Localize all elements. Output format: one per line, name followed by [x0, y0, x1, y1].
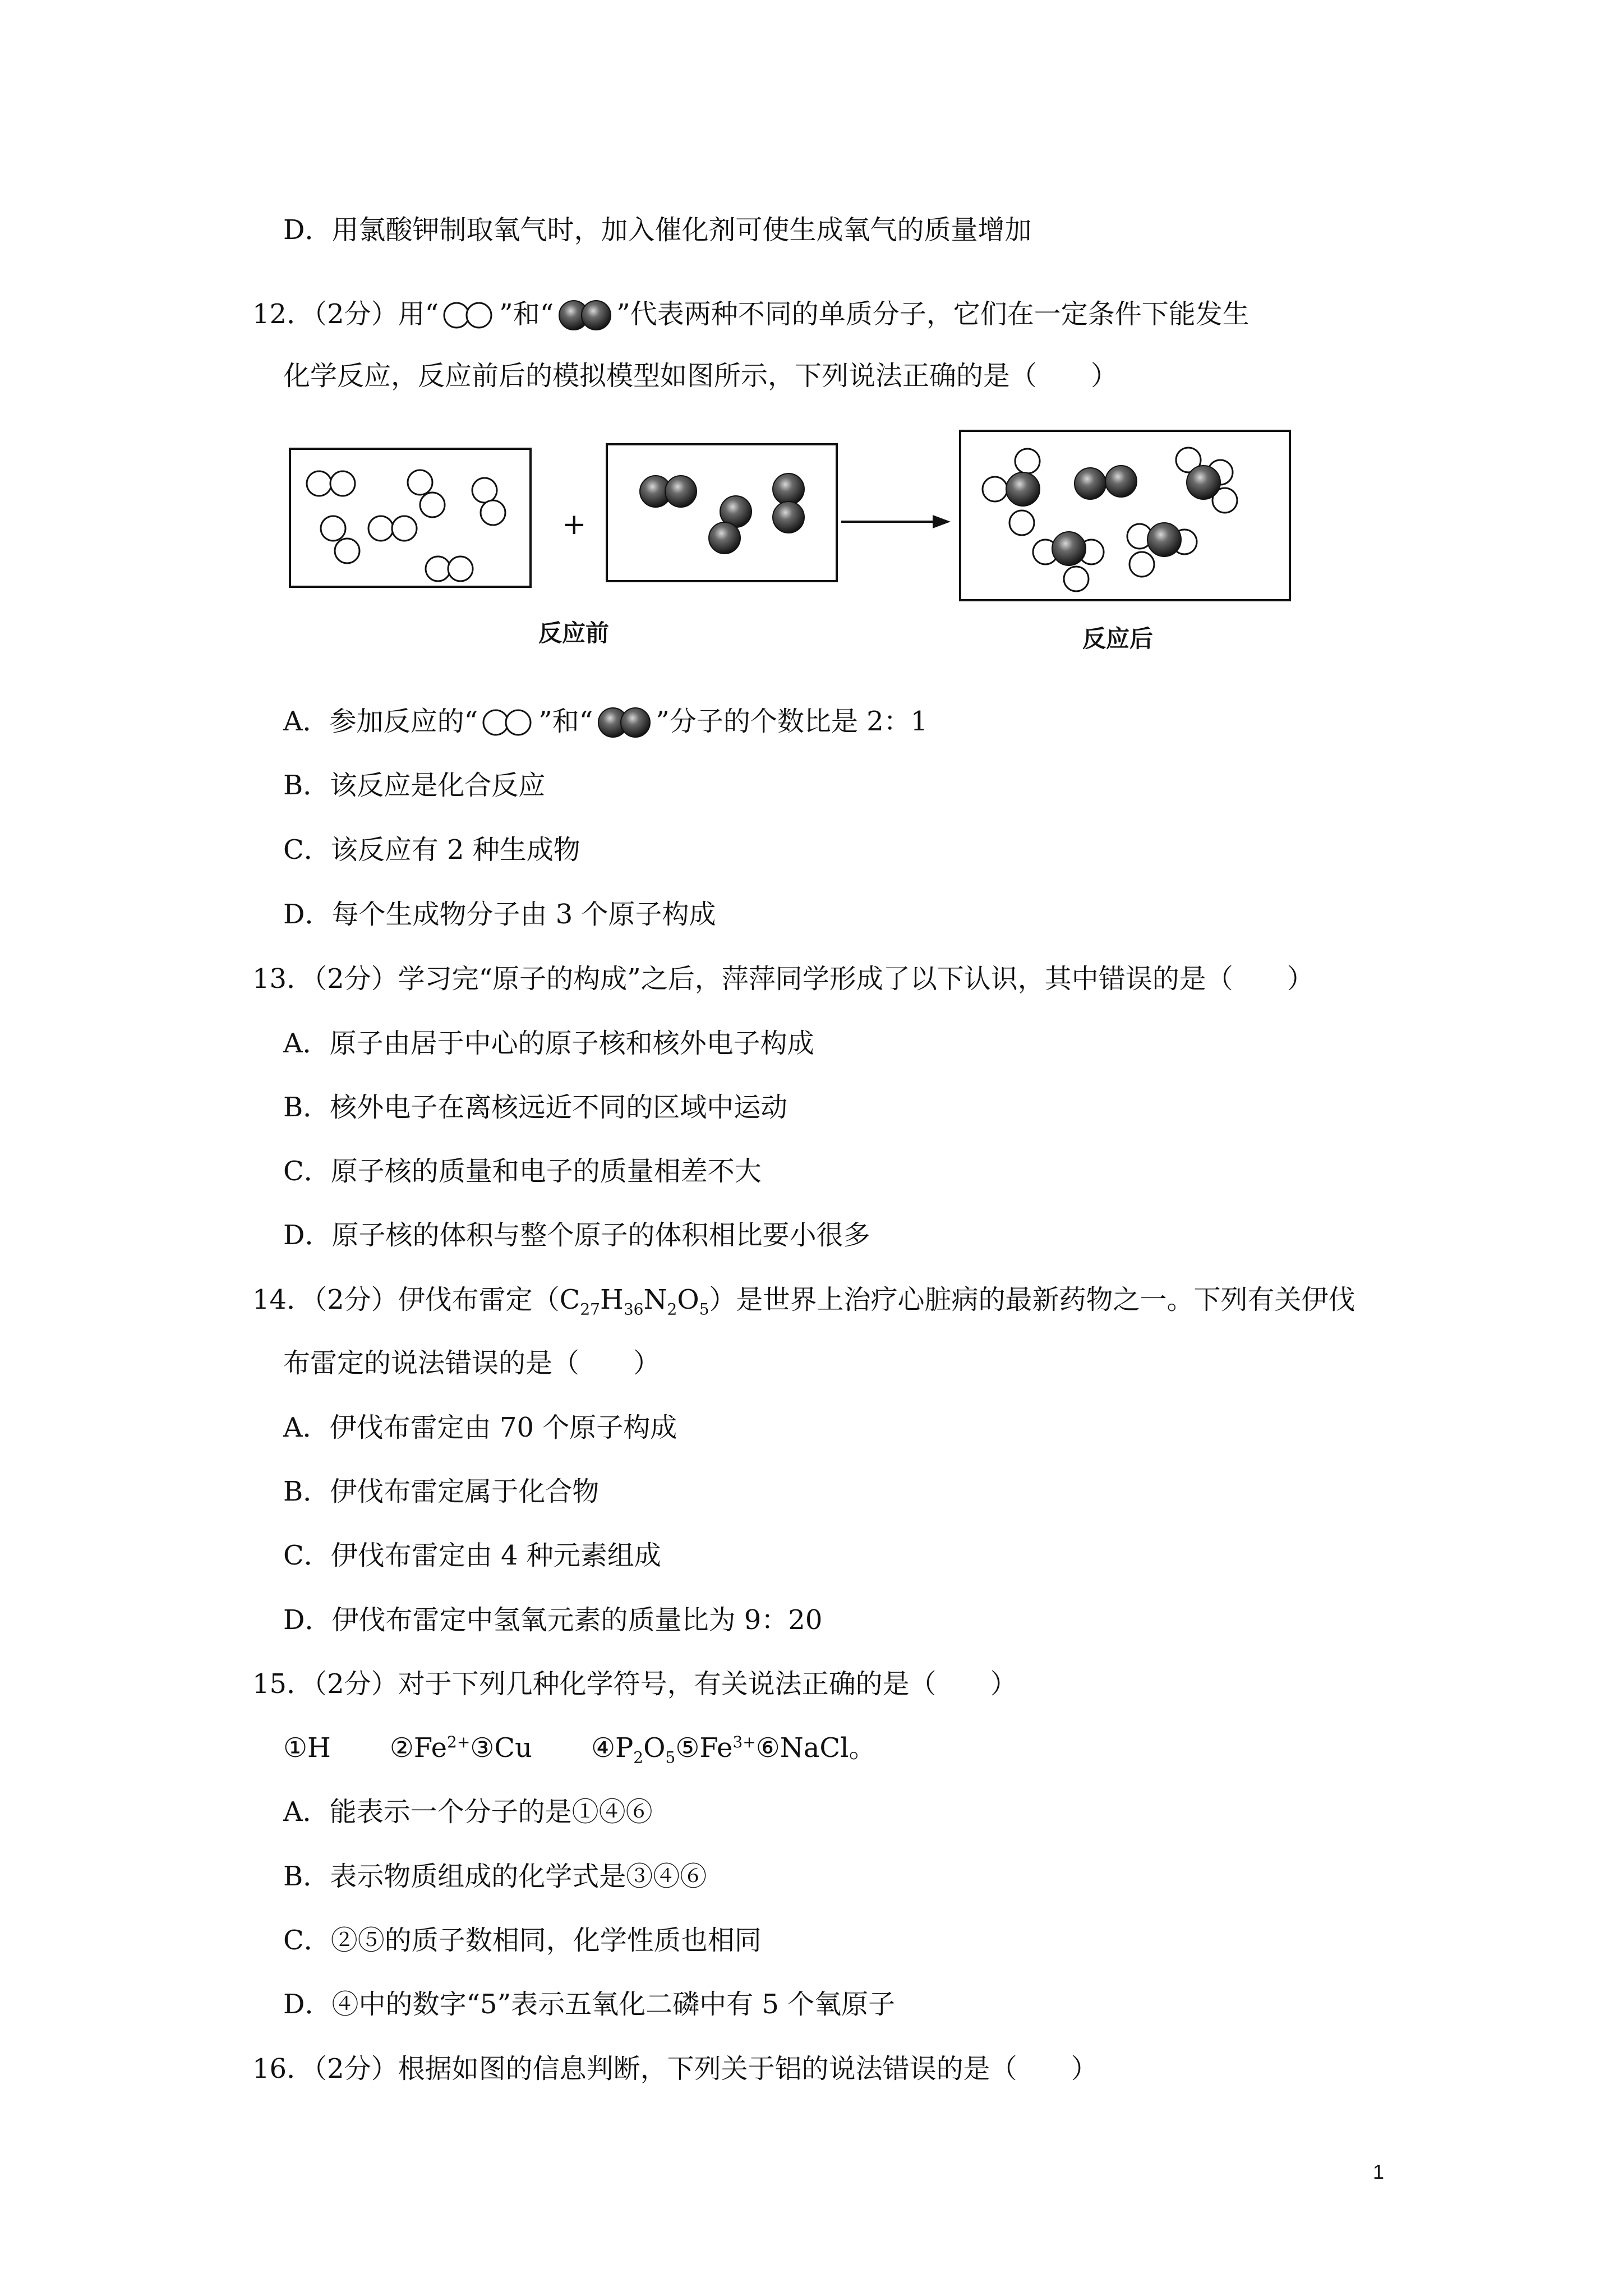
dark-molecule-icon — [593, 706, 656, 742]
q12-option-a-part2: ”和“ — [538, 706, 593, 737]
q16-stem: 16．（2分）根据如图的信息判断，下列关于铝的说法错误的是（ ） — [252, 2053, 1098, 2085]
q12-stem-line2: 化学反应，反应前后的模拟模型如图所示，下列说法正确的是（ ） — [283, 360, 1118, 392]
before-reaction-box-a — [289, 448, 532, 588]
q14-option-a: A．伊伐布雷定由 70 个原子构成 — [283, 1412, 677, 1443]
q15-option-d: D．④中的数字“5”表示五氧化二磷中有 5 个氧原子 — [283, 1989, 896, 2020]
caption-before-reaction: 反应前 — [538, 619, 610, 647]
dark-molecules-figure — [608, 445, 836, 580]
q15-option-b: B．表示物质组成的化学式是③④⑥ — [283, 1861, 707, 1892]
q12-stem-part3: ”代表两种不同的单质分子，它们在一定条件下能发生 — [616, 298, 1249, 330]
light-molecule-icon — [439, 300, 499, 333]
caption-after-reaction: 反应后 — [1082, 625, 1154, 652]
page-number: 1 — [1373, 2160, 1385, 2183]
q12-option-c: C．该反应有 2 种生成物 — [283, 834, 580, 866]
symbol-2: $②Fe^{2+}$ — [389, 1732, 471, 1764]
q13-stem: 13．（2分）学习完“原子的构成”之后，萍萍同学形成了以下认识，其中错误的是（ ） — [252, 963, 1314, 995]
symbol-1: ①H — [283, 1732, 331, 1764]
q14-stem-line2: 布雷定的说法错误的是（ ） — [283, 1347, 661, 1379]
q12-option-b: B．该反应是化合反应 — [283, 770, 546, 801]
q15-option-a: A．能表示一个分子的是①④⑥ — [283, 1796, 653, 1828]
q13-option-a: A．原子由居于中心的原子核和核外电子构成 — [283, 1028, 814, 1059]
q13-option-b: B．核外电子在离核远近不同的区域中运动 — [283, 1092, 788, 1123]
q14-stem-prefix: 14．（2分）伊伐布雷定（ — [252, 1284, 560, 1315]
q13-option-c: C．原子核的质量和电子的质量相差不大 — [283, 1156, 762, 1187]
q12-option-a-part1: A．参加反应的“ — [283, 706, 478, 737]
symbol-6: ⑥NaCl。 — [755, 1732, 876, 1764]
q14-option-b: B．伊伐布雷定属于化合物 — [283, 1476, 600, 1507]
q15-symbols — [283, 1731, 875, 1765]
dark-molecule-icon — [554, 298, 616, 334]
q14-option-c: C．伊伐布雷定由 4 种元素组成 — [283, 1540, 661, 1571]
q14-stem-suffix: ）是世界上治疗心脏病的最新药物之一。下列有关伊伐 — [709, 1284, 1355, 1315]
symbol-5: $⑤Fe^{3+}$ — [675, 1732, 756, 1764]
q14-option-d: D．伊伐布雷定中氢氧元素的质量比为 9：20 — [283, 1604, 823, 1636]
q12-stem-line1 — [252, 297, 1249, 331]
q11-option-d: D．用氯酸钾制取氧气时，加入催化剂可使生成氧气的质量增加 — [283, 214, 1032, 246]
q12-stem-part1: 12．（2分）用“ — [252, 298, 439, 330]
light-molecule-icon — [478, 707, 538, 740]
q14-stem-line1 — [252, 1283, 1355, 1317]
q14-formula: $C_{27}H_{36}N_2O_5$ — [559, 1284, 709, 1319]
plus-sign: + — [562, 508, 587, 541]
q12-option-d: D．每个生成物分子由 3 个原子构成 — [283, 899, 716, 930]
q12-stem-part2: ”和“ — [499, 298, 554, 330]
light-molecules-figure — [291, 450, 529, 586]
q15-option-c: C．②⑤的质子数相同，化学性质也相同 — [283, 1925, 762, 1956]
q12-option-a-part3: ”分子的个数比是 2：1 — [656, 706, 928, 737]
q12-option-a — [283, 705, 928, 738]
symbol-3: ③Cu — [470, 1732, 532, 1764]
q13-option-d: D．原子核的体积与整个原子的体积相比要小很多 — [283, 1220, 870, 1251]
reaction-arrow-icon — [838, 510, 953, 533]
product-molecules-figure — [961, 432, 1289, 599]
before-reaction-box-b — [606, 443, 838, 582]
symbol-4: $④P_2O_5$ — [591, 1732, 676, 1767]
after-reaction-box — [959, 430, 1291, 601]
q15-stem: 15．（2分）对于下列几种化学符号，有关说法正确的是（ ） — [252, 1668, 1017, 1700]
